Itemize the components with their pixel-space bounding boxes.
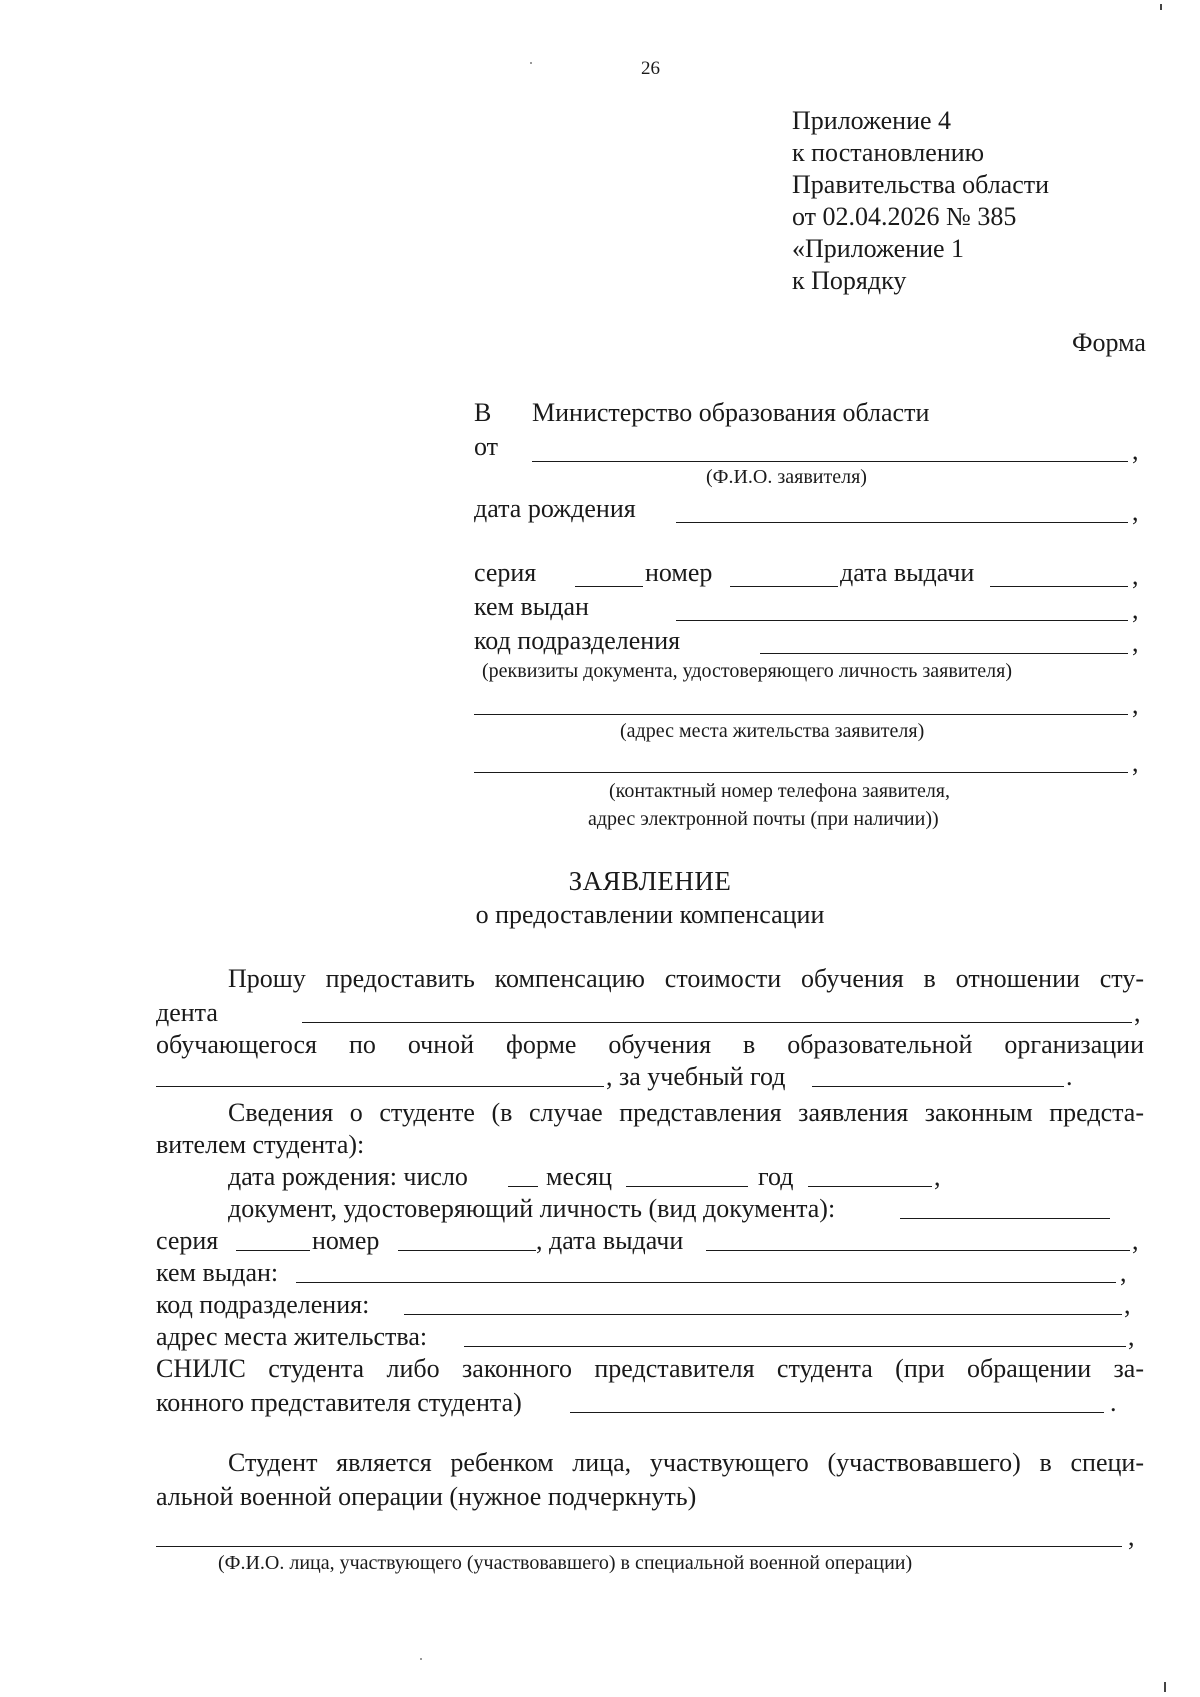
comma: , (1134, 998, 1141, 1027)
number-field-line[interactable] (730, 586, 838, 587)
page-number: 26 (641, 58, 660, 79)
contact-caption: адрес электронной почты (при наличии)) (588, 808, 939, 830)
from-label: от (474, 432, 499, 461)
issued-by-field-line[interactable] (296, 1282, 1116, 1283)
svo-caption: (Ф.И.О. лица, участвующего (участвовавшего) в специальной военной операции) (218, 1552, 913, 1574)
contact-caption: (контактный номер телефона заявителя, (609, 780, 950, 802)
issue-date-field-line[interactable] (706, 1250, 1130, 1251)
comma: , (934, 1162, 941, 1191)
form-label: Форма (1072, 328, 1146, 357)
scan-speck (530, 62, 532, 64)
issue-date-field-line[interactable] (990, 586, 1128, 587)
period: . (1110, 1388, 1117, 1417)
dept-code-label: код подразделения: (156, 1290, 370, 1319)
comma: , (1132, 436, 1139, 465)
comma: , (1132, 748, 1139, 777)
document-title: ЗАЯВЛЕНИЕ (568, 866, 732, 896)
comma: , (1132, 561, 1139, 590)
dob-month-field-line[interactable] (626, 1186, 748, 1187)
body-line: , за учебный год (606, 1062, 786, 1091)
dept-code-field-line[interactable] (760, 653, 1128, 654)
body-line: альной военной операции (нужное подчеркнуть) (156, 1482, 697, 1511)
issue-date-label: , дата выдачи (536, 1226, 684, 1255)
body-line: обучающегося по очной форме обучения в образовательной организации (156, 1030, 1144, 1059)
address-label: адрес места жительства: (156, 1322, 428, 1351)
number-field-line[interactable] (398, 1250, 536, 1251)
scan-speck (420, 1658, 422, 1660)
dob-year-field-line[interactable] (808, 1186, 932, 1187)
series-field-line[interactable] (236, 1250, 310, 1251)
issued-by-label: кем выдан: (156, 1258, 279, 1287)
comma: , (1132, 690, 1139, 719)
series-label: серия (156, 1226, 219, 1255)
student-name-field-line[interactable] (302, 1022, 1132, 1023)
month-label: месяц (546, 1162, 613, 1191)
comma: , (1124, 1290, 1131, 1319)
year-label: год (758, 1162, 794, 1191)
address-caption: (адрес места жительства заявителя) (620, 720, 925, 742)
body-line: дента (156, 998, 218, 1027)
appendix-line: к Порядку (792, 266, 907, 295)
academic-year-field-line[interactable] (812, 1086, 1064, 1087)
appendix-line: от 02.04.2026 № 385 (792, 202, 1017, 231)
doc-type-field-line[interactable] (900, 1218, 1110, 1219)
dept-code-label: код подразделения (474, 626, 681, 655)
issued-by-field-line[interactable] (676, 620, 1128, 621)
to-value: Министерство образования области (532, 398, 930, 427)
number-label: номер (645, 558, 713, 587)
series-label: серия (474, 558, 537, 587)
comma: , (1128, 1322, 1135, 1351)
issued-by-label: кем выдан (474, 592, 589, 621)
contact-field-line[interactable] (474, 772, 1128, 773)
svo-fio-field-line[interactable] (156, 1546, 1122, 1547)
comma: , (1132, 628, 1139, 657)
dept-code-field-line[interactable] (404, 1314, 1122, 1315)
appendix-line: «Приложение 1 (792, 234, 965, 263)
body-line: Сведения о студенте (в случае представления заявления законным предста- (228, 1098, 1144, 1127)
comma: , (1128, 1522, 1135, 1551)
doc-caption: (реквизиты документа, удостоверяющего личность заявителя) (482, 660, 1012, 682)
issue-date-label: дата выдачи (840, 558, 975, 587)
birth-label: дата рождения (474, 494, 636, 523)
comma: , (1132, 595, 1139, 624)
body-line: СНИЛС студента либо законного представителя студента (при обращении за- (156, 1354, 1144, 1383)
body-line: конного представителя студента) (156, 1388, 522, 1417)
number-label: номер (312, 1226, 380, 1255)
doc-type-label: документ, удостоверяющий личность (вид документа): (228, 1194, 836, 1223)
snils-field-line[interactable] (570, 1412, 1104, 1413)
comma: , (1132, 497, 1139, 526)
address-field-line[interactable] (464, 1346, 1126, 1347)
fio-caption: (Ф.И.О. заявителя) (706, 466, 867, 488)
comma: , (1132, 1226, 1139, 1255)
body-line: вителем студента): (156, 1130, 365, 1159)
series-field-line[interactable] (575, 586, 643, 587)
comma: , (1120, 1258, 1127, 1287)
dob-day-field-line[interactable] (508, 1186, 538, 1187)
body-line: Прошу предоставить компенсацию стоимости обучения в отношении сту- (228, 964, 1144, 993)
appendix-line: к постановлению (792, 138, 985, 167)
appendix-line: Правительства области (792, 170, 1050, 199)
period: . (1066, 1062, 1073, 1091)
body-line: Студент является ребенком лица, участвующего (участвовавшего) в специ- (228, 1448, 1144, 1477)
address-field-line[interactable] (474, 714, 1128, 715)
organization-field-line[interactable] (156, 1086, 604, 1087)
document-subtitle: о предоставлении компенсации (475, 900, 825, 929)
dob-label: дата рождения: число (228, 1162, 468, 1191)
birth-field-line[interactable] (676, 522, 1128, 523)
appendix-line: Приложение 4 (792, 106, 952, 135)
scan-speck (1160, 4, 1162, 10)
fio-field-line[interactable] (532, 461, 1128, 462)
to-prefix: В (474, 398, 492, 427)
scan-speck (1164, 1682, 1166, 1692)
